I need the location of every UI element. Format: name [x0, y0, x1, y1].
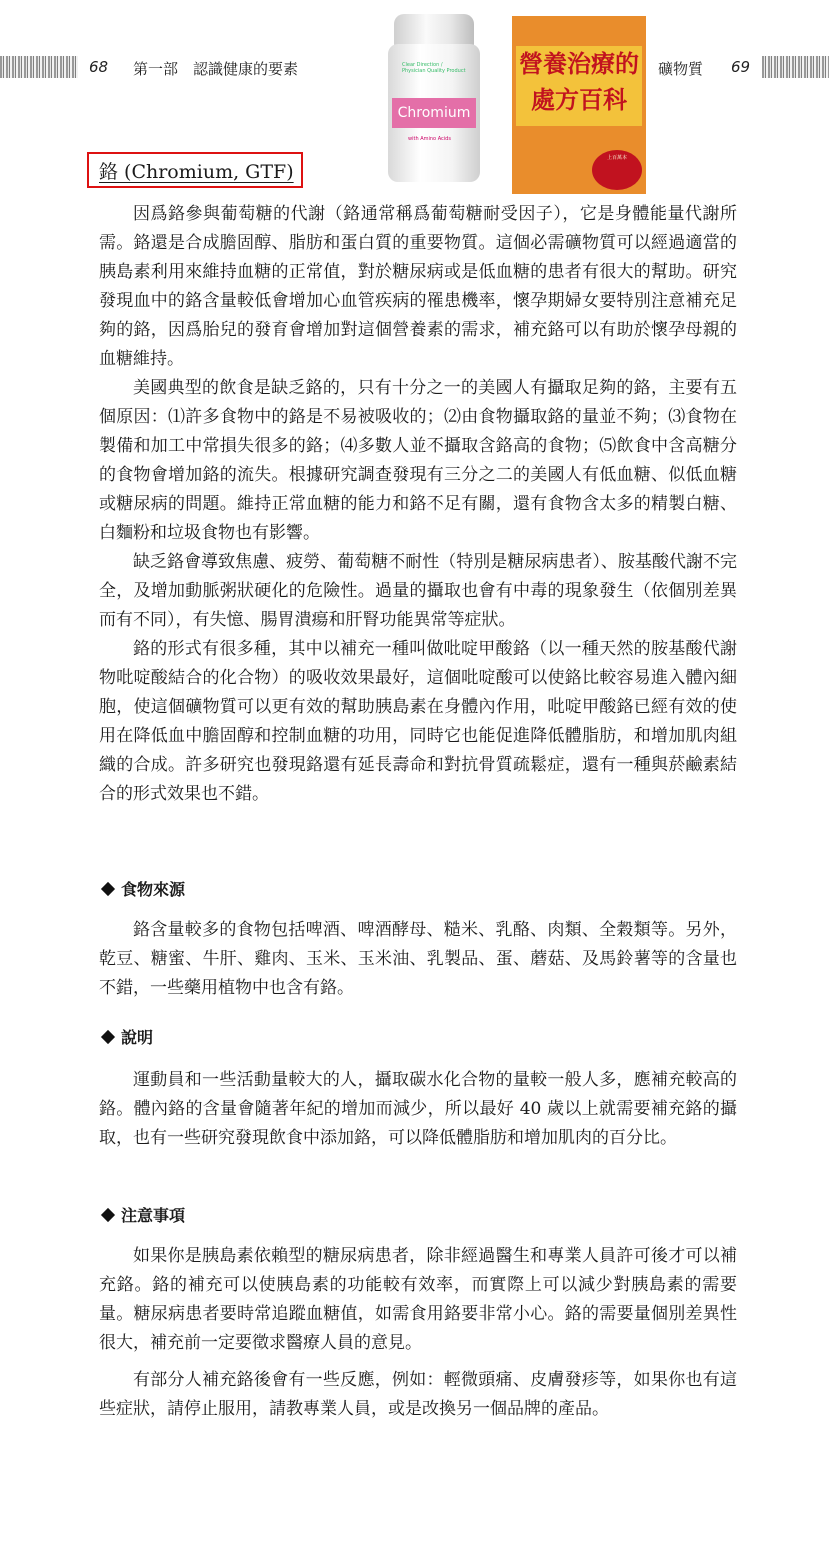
section-body-precautions	[99, 1242, 737, 1424]
diamond-bullet-icon	[101, 882, 115, 896]
section-heading-precautions	[101, 1203, 185, 1226]
section-title: 注意事項	[121, 1206, 186, 1225]
paragraph: 缺乏鉻會導致焦慮、疲勞、葡萄糖不耐性（特別是糖尿病患者）、胺基酸代謝不完全，及增加動脈粥狀硬化的危險性。過量的攝取也會有中毒的現象發生（依個別差異而有不同），有失憶、腸胃潰瘍和肝腎功能異常等症狀。	[99, 552, 737, 630]
intro-body	[99, 200, 737, 809]
bottle-sub-text: with Amino Acids	[408, 136, 451, 142]
paragraph: 鉻的形式有很多種，其中以補充一種叫做吡啶甲酸鉻（以一種天然的胺基酸代謝物吡啶酸結合的化合物）的吸收效果最好，這個吡啶酸可以使鉻比較容易進入體內細胞，使這個礦物質可以更有效的幫助胰島素在身體內作用，吡啶甲酸鉻已經有效的使用在降低血中膽固醇和控制血糖的功用，同時它也能促進降低體脂肪，和增加肌肉組織的合成。許多研究也發現鉻還有延長壽命和對抗骨質疏鬆症，還有一種與菸鹼素結合的形式效果也不錯。	[99, 639, 737, 804]
paragraph: 美國典型的飲食是缺乏鉻的，只有十分之一的美國人有攝取足夠的鉻，主要有五個原因：⑴許多食物中的鉻是不易被吸收的；⑵由食物攝取鉻的量並不夠；⑶食物在製備和加工中常損失很多的鉻；⑷多數人並不攝取含鉻高的食物；⑸飲食中含高糖分的食物會增加鉻的流失。根據研究調查發現有三分之二的美國人有低血糖、似低血糖或糖尿病的問題。維持正常血糖的能力和鉻不足有關，還有食物含太多的精製白糖、白麵粉和垃圾食物也有影響。	[99, 378, 737, 543]
page-title: 鉻 (Chromium, GTF)	[99, 161, 294, 183]
section-title: 說明	[121, 1028, 154, 1047]
right-page-number: 69	[731, 58, 751, 76]
paragraph: 鉻含量較多的食物包括啤酒、啤酒酵母、糙米、乳酪、肉類、全穀類等。另外，乾豆、糖蜜、牛肝、雞肉、玉米、玉米油、乳製品、蛋、蘑菇、及馬鈴薯等的含量也不錯，一些藥用植物中也含有鉻。	[99, 920, 737, 998]
paragraph: 有部分人補充鉻後會有一些反應，例如：輕微頭痛、皮膚發疹等，如果你也有這些症狀，請停止服用，請教專業人員，或是改換另一個品牌的產品。	[99, 1370, 737, 1419]
book-title: 營養治療的處方百科	[516, 46, 642, 126]
book-seal: 上百萬本	[592, 150, 642, 190]
paragraph: 因爲鉻參與葡萄糖的代謝（鉻通常稱爲葡萄糖耐受因子），它是身體能量代謝所需。鉻還是合成膽固醇、脂肪和蛋白質的重要物質。這個必需礦物質可以經過適當的胰島素利用來維持血糖的正常值，對於糖尿病或是低血糖的患者有很大的幫助。研究發現血中的鉻含量較低會增加心血管疾病的罹患機率，懷孕期婦女要特別注意補充足夠的鉻，因爲胎兒的發育會增加對這個營養素的需求，補充鉻可以有助於懷孕母親的血糖維持。	[99, 204, 737, 369]
scan-noise-right	[762, 56, 829, 78]
section-heading-food-sources	[101, 877, 185, 900]
left-running-title: 第一部 認識健康的要素	[133, 60, 299, 78]
chromium-bottle-image	[388, 14, 480, 182]
section-body-food-sources	[99, 916, 737, 1003]
paragraph: 運動員和一些活動量較大的人，攝取碳水化合物的量較一般人多，應補充較高的鉻。體內鉻的含量會隨著年紀的增加而減少，所以最好 40 歲以上就需要補充鉻的攝取，也有一些研究發現飲食中添加鉻，可以降低體脂肪和增加肌肉的百分比。	[99, 1070, 737, 1148]
scan-noise-left	[0, 56, 78, 78]
bottle-body	[388, 44, 480, 182]
right-running-title: 礦物質	[658, 60, 704, 78]
section-body-explanation	[99, 1066, 737, 1153]
bottle-brand-text: Clear Direction / Physician Quality Product	[402, 62, 466, 74]
section-title: 食物來源	[121, 880, 186, 899]
diamond-bullet-icon	[101, 1030, 115, 1044]
section-heading-explanation	[101, 1025, 153, 1048]
book-cover-image	[512, 16, 646, 194]
bottle-cap	[394, 14, 474, 48]
paragraph: 如果你是胰島素依賴型的糖尿病患者，除非經過醫生和專業人員許可後才可以補充鉻。鉻的補充可以使胰島素的功能較有效率，而實際上可以減少對胰島素的需要量。糖尿病患者要時常追蹤血糖值，如需食用鉻要非常小心。鉻的需要量個別差異性很大，補充前一定要徵求醫療人員的意見。	[99, 1246, 737, 1353]
bottle-label: Chromium	[392, 98, 476, 128]
left-page-number: 68	[89, 58, 109, 76]
diamond-bullet-icon	[101, 1208, 115, 1222]
